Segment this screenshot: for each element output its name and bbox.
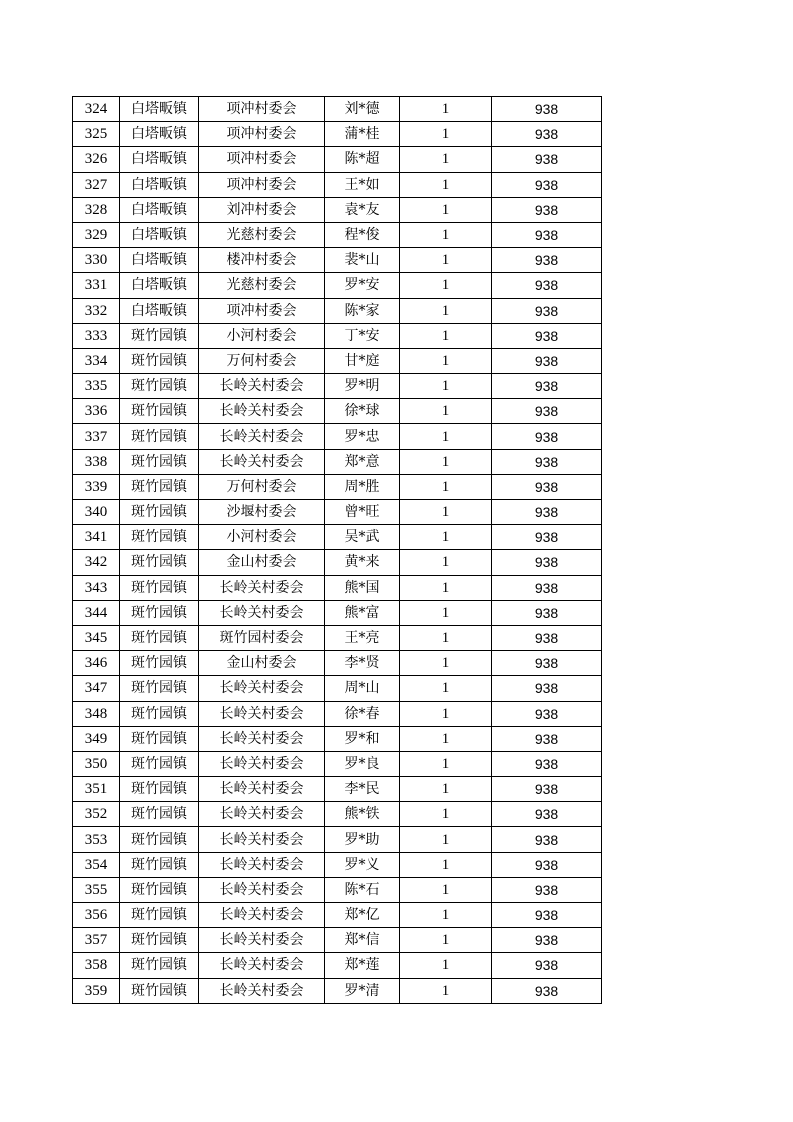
name-cell: 王*亮	[325, 625, 400, 650]
name-cell: 罗*良	[325, 751, 400, 776]
amount-cell: 938	[492, 625, 602, 650]
town-cell: 斑竹园镇	[120, 802, 199, 827]
roster-table	[72, 96, 602, 1004]
amount-cell: 938	[492, 928, 602, 953]
amount-cell: 938	[492, 827, 602, 852]
count-cell: 1	[400, 474, 492, 499]
village-committee-cell: 万何村委会	[199, 348, 325, 373]
town-cell: 斑竹园镇	[120, 575, 199, 600]
amount-cell: 938	[492, 222, 602, 247]
amount-cell: 938	[492, 953, 602, 978]
table-row	[73, 500, 602, 525]
amount-cell: 938	[492, 248, 602, 273]
name-cell: 刘*德	[325, 97, 400, 122]
town-cell: 斑竹园镇	[120, 777, 199, 802]
amount-cell: 938	[492, 273, 602, 298]
row-number-cell: 336	[73, 399, 120, 424]
row-number-cell: 327	[73, 172, 120, 197]
amount-cell: 938	[492, 374, 602, 399]
town-cell: 斑竹园镇	[120, 726, 199, 751]
village-committee-cell: 长岭关村委会	[199, 928, 325, 953]
village-committee-cell: 长岭关村委会	[199, 726, 325, 751]
amount-cell: 938	[492, 777, 602, 802]
table-row	[73, 399, 602, 424]
town-cell: 斑竹园镇	[120, 525, 199, 550]
row-number-cell: 326	[73, 147, 120, 172]
village-committee-cell: 小河村委会	[199, 525, 325, 550]
row-number-cell: 354	[73, 852, 120, 877]
count-cell: 1	[400, 928, 492, 953]
table-row	[73, 701, 602, 726]
table-row	[73, 852, 602, 877]
table-row	[73, 122, 602, 147]
name-cell: 李*贤	[325, 651, 400, 676]
village-committee-cell: 长岭关村委会	[199, 575, 325, 600]
village-committee-cell: 长岭关村委会	[199, 827, 325, 852]
name-cell: 陈*超	[325, 147, 400, 172]
row-number-cell: 333	[73, 323, 120, 348]
table-row	[73, 877, 602, 902]
table-row	[73, 802, 602, 827]
count-cell: 1	[400, 953, 492, 978]
name-cell: 罗*助	[325, 827, 400, 852]
table-row	[73, 97, 602, 122]
town-cell: 斑竹园镇	[120, 500, 199, 525]
count-cell: 1	[400, 726, 492, 751]
town-cell: 斑竹园镇	[120, 928, 199, 953]
amount-cell: 938	[492, 600, 602, 625]
village-committee-cell: 长岭关村委会	[199, 877, 325, 902]
count-cell: 1	[400, 651, 492, 676]
town-cell: 白塔畈镇	[120, 172, 199, 197]
village-committee-cell: 长岭关村委会	[199, 802, 325, 827]
amount-cell: 938	[492, 676, 602, 701]
village-committee-cell: 金山村委会	[199, 550, 325, 575]
count-cell: 1	[400, 852, 492, 877]
name-cell: 曾*旺	[325, 500, 400, 525]
town-cell: 斑竹园镇	[120, 399, 199, 424]
row-number-cell: 339	[73, 474, 120, 499]
amount-cell: 938	[492, 575, 602, 600]
village-committee-cell: 长岭关村委会	[199, 449, 325, 474]
amount-cell: 938	[492, 348, 602, 373]
village-committee-cell: 项冲村委会	[199, 122, 325, 147]
town-cell: 斑竹园镇	[120, 651, 199, 676]
row-number-cell: 355	[73, 877, 120, 902]
roster-table-body	[73, 97, 602, 1004]
town-cell: 斑竹园镇	[120, 953, 199, 978]
name-cell: 熊*富	[325, 600, 400, 625]
count-cell: 1	[400, 424, 492, 449]
count-cell: 1	[400, 222, 492, 247]
name-cell: 徐*春	[325, 701, 400, 726]
row-number-cell: 343	[73, 575, 120, 600]
count-cell: 1	[400, 449, 492, 474]
amount-cell: 938	[492, 550, 602, 575]
name-cell: 郑*亿	[325, 903, 400, 928]
table-row	[73, 474, 602, 499]
row-number-cell: 335	[73, 374, 120, 399]
amount-cell: 938	[492, 172, 602, 197]
name-cell: 黄*来	[325, 550, 400, 575]
village-committee-cell: 项冲村委会	[199, 147, 325, 172]
row-number-cell: 357	[73, 928, 120, 953]
row-number-cell: 331	[73, 273, 120, 298]
town-cell: 斑竹园镇	[120, 600, 199, 625]
count-cell: 1	[400, 500, 492, 525]
table-row	[73, 273, 602, 298]
amount-cell: 938	[492, 122, 602, 147]
row-number-cell: 350	[73, 751, 120, 776]
count-cell: 1	[400, 323, 492, 348]
name-cell: 罗*忠	[325, 424, 400, 449]
count-cell: 1	[400, 827, 492, 852]
table-row	[73, 751, 602, 776]
village-committee-cell: 长岭关村委会	[199, 751, 325, 776]
amount-cell: 938	[492, 298, 602, 323]
row-number-cell: 325	[73, 122, 120, 147]
table-row	[73, 600, 602, 625]
village-committee-cell: 长岭关村委会	[199, 600, 325, 625]
count-cell: 1	[400, 525, 492, 550]
row-number-cell: 356	[73, 903, 120, 928]
village-committee-cell: 长岭关村委会	[199, 903, 325, 928]
amount-cell: 938	[492, 424, 602, 449]
amount-cell: 938	[492, 449, 602, 474]
count-cell: 1	[400, 348, 492, 373]
table-row	[73, 323, 602, 348]
name-cell: 王*如	[325, 172, 400, 197]
name-cell: 罗*明	[325, 374, 400, 399]
name-cell: 熊*国	[325, 575, 400, 600]
count-cell: 1	[400, 122, 492, 147]
town-cell: 白塔畈镇	[120, 298, 199, 323]
name-cell: 丁*安	[325, 323, 400, 348]
village-committee-cell: 金山村委会	[199, 651, 325, 676]
name-cell: 甘*庭	[325, 348, 400, 373]
village-committee-cell: 长岭关村委会	[199, 701, 325, 726]
amount-cell: 938	[492, 323, 602, 348]
row-number-cell: 344	[73, 600, 120, 625]
amount-cell: 938	[492, 852, 602, 877]
row-number-cell: 330	[73, 248, 120, 273]
count-cell: 1	[400, 399, 492, 424]
table-row	[73, 953, 602, 978]
table-row	[73, 651, 602, 676]
count-cell: 1	[400, 298, 492, 323]
town-cell: 白塔畈镇	[120, 97, 199, 122]
village-committee-cell: 长岭关村委会	[199, 374, 325, 399]
table-row	[73, 575, 602, 600]
row-number-cell: 351	[73, 777, 120, 802]
village-committee-cell: 刘冲村委会	[199, 197, 325, 222]
village-committee-cell: 光慈村委会	[199, 222, 325, 247]
name-cell: 郑*信	[325, 928, 400, 953]
town-cell: 斑竹园镇	[120, 424, 199, 449]
table-row	[73, 978, 602, 1003]
town-cell: 斑竹园镇	[120, 701, 199, 726]
count-cell: 1	[400, 802, 492, 827]
amount-cell: 938	[492, 197, 602, 222]
amount-cell: 938	[492, 651, 602, 676]
table-row	[73, 726, 602, 751]
name-cell: 罗*义	[325, 852, 400, 877]
town-cell: 斑竹园镇	[120, 903, 199, 928]
village-committee-cell: 斑竹园村委会	[199, 625, 325, 650]
name-cell: 陈*家	[325, 298, 400, 323]
table-row	[73, 449, 602, 474]
count-cell: 1	[400, 197, 492, 222]
town-cell: 斑竹园镇	[120, 751, 199, 776]
name-cell: 郑*莲	[325, 953, 400, 978]
amount-cell: 938	[492, 877, 602, 902]
amount-cell: 938	[492, 399, 602, 424]
village-committee-cell: 长岭关村委会	[199, 777, 325, 802]
village-committee-cell: 楼冲村委会	[199, 248, 325, 273]
count-cell: 1	[400, 147, 492, 172]
town-cell: 白塔畈镇	[120, 222, 199, 247]
town-cell: 白塔畈镇	[120, 248, 199, 273]
name-cell: 郑*意	[325, 449, 400, 474]
village-committee-cell: 长岭关村委会	[199, 676, 325, 701]
village-committee-cell: 小河村委会	[199, 323, 325, 348]
table-row	[73, 928, 602, 953]
town-cell: 斑竹园镇	[120, 852, 199, 877]
table-row	[73, 248, 602, 273]
amount-cell: 938	[492, 525, 602, 550]
count-cell: 1	[400, 751, 492, 776]
amount-cell: 938	[492, 802, 602, 827]
table-row	[73, 222, 602, 247]
table-row	[73, 424, 602, 449]
village-committee-cell: 万何村委会	[199, 474, 325, 499]
table-row	[73, 676, 602, 701]
row-number-cell: 345	[73, 625, 120, 650]
row-number-cell: 342	[73, 550, 120, 575]
count-cell: 1	[400, 97, 492, 122]
table-row	[73, 298, 602, 323]
name-cell: 罗*安	[325, 273, 400, 298]
row-number-cell: 340	[73, 500, 120, 525]
amount-cell: 938	[492, 726, 602, 751]
count-cell: 1	[400, 701, 492, 726]
count-cell: 1	[400, 676, 492, 701]
count-cell: 1	[400, 172, 492, 197]
town-cell: 斑竹园镇	[120, 978, 199, 1003]
row-number-cell: 328	[73, 197, 120, 222]
row-number-cell: 341	[73, 525, 120, 550]
town-cell: 斑竹园镇	[120, 348, 199, 373]
row-number-cell: 324	[73, 97, 120, 122]
row-number-cell: 338	[73, 449, 120, 474]
town-cell: 白塔畈镇	[120, 197, 199, 222]
town-cell: 白塔畈镇	[120, 147, 199, 172]
count-cell: 1	[400, 777, 492, 802]
village-committee-cell: 长岭关村委会	[199, 978, 325, 1003]
row-number-cell: 334	[73, 348, 120, 373]
count-cell: 1	[400, 248, 492, 273]
town-cell: 斑竹园镇	[120, 625, 199, 650]
town-cell: 白塔畈镇	[120, 122, 199, 147]
name-cell: 周*山	[325, 676, 400, 701]
row-number-cell: 332	[73, 298, 120, 323]
amount-cell: 938	[492, 751, 602, 776]
village-committee-cell: 长岭关村委会	[199, 399, 325, 424]
name-cell: 熊*铁	[325, 802, 400, 827]
name-cell: 徐*球	[325, 399, 400, 424]
count-cell: 1	[400, 978, 492, 1003]
row-number-cell: 353	[73, 827, 120, 852]
name-cell: 李*民	[325, 777, 400, 802]
table-row	[73, 374, 602, 399]
table-row	[73, 348, 602, 373]
town-cell: 斑竹园镇	[120, 676, 199, 701]
amount-cell: 938	[492, 474, 602, 499]
count-cell: 1	[400, 625, 492, 650]
count-cell: 1	[400, 374, 492, 399]
village-committee-cell: 项冲村委会	[199, 298, 325, 323]
town-cell: 斑竹园镇	[120, 474, 199, 499]
village-committee-cell: 长岭关村委会	[199, 852, 325, 877]
amount-cell: 938	[492, 500, 602, 525]
row-number-cell: 329	[73, 222, 120, 247]
table-row	[73, 550, 602, 575]
count-cell: 1	[400, 877, 492, 902]
village-committee-cell: 长岭关村委会	[199, 953, 325, 978]
row-number-cell: 348	[73, 701, 120, 726]
count-cell: 1	[400, 550, 492, 575]
town-cell: 白塔畈镇	[120, 273, 199, 298]
village-committee-cell: 光慈村委会	[199, 273, 325, 298]
amount-cell: 938	[492, 147, 602, 172]
count-cell: 1	[400, 575, 492, 600]
name-cell: 蒲*桂	[325, 122, 400, 147]
town-cell: 斑竹园镇	[120, 877, 199, 902]
name-cell: 陈*石	[325, 877, 400, 902]
amount-cell: 938	[492, 701, 602, 726]
row-number-cell: 346	[73, 651, 120, 676]
name-cell: 周*胜	[325, 474, 400, 499]
table-row	[73, 827, 602, 852]
table-row	[73, 147, 602, 172]
town-cell: 斑竹园镇	[120, 449, 199, 474]
table-row	[73, 172, 602, 197]
town-cell: 斑竹园镇	[120, 827, 199, 852]
amount-cell: 938	[492, 97, 602, 122]
row-number-cell: 358	[73, 953, 120, 978]
count-cell: 1	[400, 600, 492, 625]
village-committee-cell: 沙堰村委会	[199, 500, 325, 525]
table-row	[73, 777, 602, 802]
name-cell: 罗*清	[325, 978, 400, 1003]
row-number-cell: 337	[73, 424, 120, 449]
row-number-cell: 347	[73, 676, 120, 701]
amount-cell: 938	[492, 903, 602, 928]
village-committee-cell: 项冲村委会	[199, 97, 325, 122]
row-number-cell: 349	[73, 726, 120, 751]
name-cell: 程*俊	[325, 222, 400, 247]
town-cell: 斑竹园镇	[120, 374, 199, 399]
town-cell: 斑竹园镇	[120, 323, 199, 348]
table-row	[73, 197, 602, 222]
table-row	[73, 525, 602, 550]
row-number-cell: 359	[73, 978, 120, 1003]
table-row	[73, 903, 602, 928]
amount-cell: 938	[492, 978, 602, 1003]
village-committee-cell: 项冲村委会	[199, 172, 325, 197]
name-cell: 裴*山	[325, 248, 400, 273]
town-cell: 斑竹园镇	[120, 550, 199, 575]
table-row	[73, 625, 602, 650]
count-cell: 1	[400, 903, 492, 928]
name-cell: 袁*友	[325, 197, 400, 222]
count-cell: 1	[400, 273, 492, 298]
name-cell: 吴*武	[325, 525, 400, 550]
village-committee-cell: 长岭关村委会	[199, 424, 325, 449]
row-number-cell: 352	[73, 802, 120, 827]
name-cell: 罗*和	[325, 726, 400, 751]
